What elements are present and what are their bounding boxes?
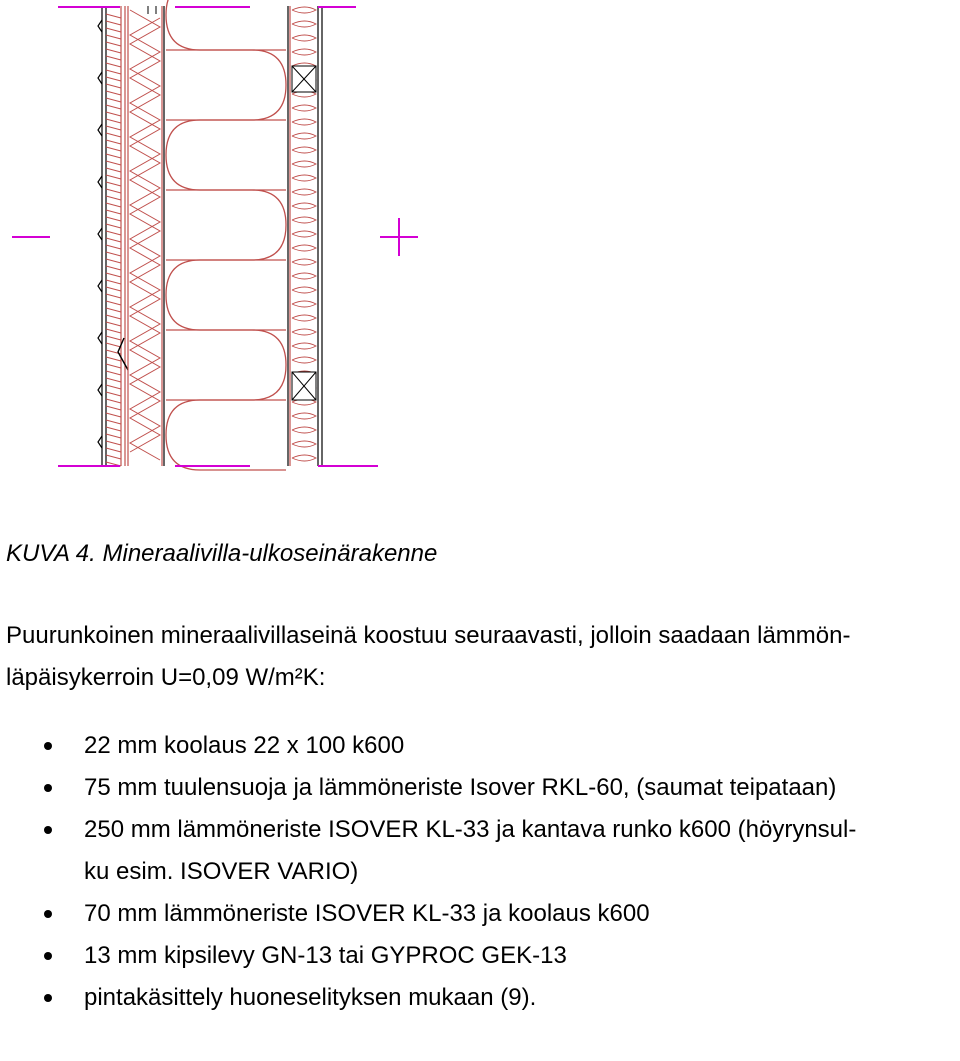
inner-insulation-wave xyxy=(292,21,316,27)
layer-item xyxy=(0,725,960,767)
inner-insulation-wave xyxy=(292,329,316,335)
intro-paragraph xyxy=(6,615,956,699)
cladding-hatch xyxy=(106,175,121,179)
cladding-hatch xyxy=(106,406,121,410)
inner-insulation-wave xyxy=(292,7,316,13)
insulation-curve xyxy=(166,120,286,190)
cladding-hatch xyxy=(106,427,121,431)
cladding-arrow xyxy=(118,338,128,370)
inner-insulation-wave xyxy=(292,427,316,433)
cladding-hatch xyxy=(106,140,121,144)
cladding-hatch xyxy=(106,399,121,403)
exterior-cladding xyxy=(98,6,128,466)
cladding-hatch xyxy=(106,441,121,445)
paragraph-line-1: Puurunkoinen mineraalivillaseinä koostuu seuraavasti, jolloin saadaan lämmön- xyxy=(6,622,851,649)
inner-insulation-wave xyxy=(292,343,316,349)
cladding-hatch xyxy=(106,413,121,417)
cladding-hatch xyxy=(106,301,121,305)
cladding-hatch xyxy=(106,245,121,249)
inner-insulation-wave xyxy=(292,49,316,55)
cladding-hatch xyxy=(106,133,121,137)
cladding-hatch xyxy=(106,126,121,130)
cladding-hatch xyxy=(106,420,121,424)
inner-insulation-wave xyxy=(292,161,316,167)
inner-insulation-wave xyxy=(292,245,316,251)
insulation-curve xyxy=(166,400,286,470)
cladding-hatch xyxy=(106,14,121,18)
cladding-hatch xyxy=(106,210,121,214)
cladding-hatch xyxy=(106,119,121,123)
cladding-hatch xyxy=(106,231,121,235)
cladding-hatch xyxy=(106,294,121,298)
bullet-icon xyxy=(44,742,52,750)
wall-frame-lines xyxy=(148,6,156,14)
insulation-curve xyxy=(166,190,286,260)
inner-insulation-wave xyxy=(292,175,316,181)
inner-insulation-wave xyxy=(292,189,316,195)
cladding-hatch xyxy=(106,357,121,361)
layer-item xyxy=(0,767,960,809)
cladding-hatch xyxy=(106,371,121,375)
layer-text: pintakäsittely huoneselityksen mukaan (9). xyxy=(84,984,537,1011)
inner-insulation-wave xyxy=(292,231,316,237)
cladding-hatch xyxy=(106,322,121,326)
cladding-hatch xyxy=(106,329,121,333)
inner-insulation-wave xyxy=(292,455,316,461)
cladding-hatch xyxy=(106,91,121,95)
layer-text: 13 mm kipsilevy GN-13 tai GYPROC GEK-13 xyxy=(84,942,567,969)
inner-insulation-wave xyxy=(292,287,316,293)
paragraph-line-2: läpäisykerroin U=0,09 W/m²K: xyxy=(6,664,326,691)
wind-barrier-insulation xyxy=(128,6,162,466)
inner-insulation-wave xyxy=(292,35,316,41)
layer-text: 250 mm lämmöneriste ISOVER KL-33 ja kantava runko k600 (höyrynsul- xyxy=(84,816,857,843)
bullet-icon xyxy=(44,994,52,1002)
cladding-hatch xyxy=(106,273,121,277)
cladding-hatch xyxy=(106,259,121,263)
cladding-hatch xyxy=(106,35,121,39)
inner-insulation-wave xyxy=(292,147,316,153)
layer-list xyxy=(0,725,960,1019)
cladding-hatch xyxy=(106,315,121,319)
cladding-hatch xyxy=(106,392,121,396)
cladding-hatch xyxy=(106,63,121,67)
cladding-hatch xyxy=(106,154,121,158)
insulation-curve xyxy=(166,50,286,120)
inner-insulation-layer xyxy=(290,6,322,466)
cladding-hatch xyxy=(106,98,121,102)
cladding-hatch xyxy=(106,280,121,284)
inner-insulation-wave xyxy=(292,315,316,321)
inner-insulation-wave xyxy=(292,273,316,279)
inner-insulation-wave xyxy=(292,217,316,223)
cladding-hatch xyxy=(106,224,121,228)
section-markers xyxy=(12,7,418,466)
cladding-hatch xyxy=(106,42,121,46)
inner-insulation-wave xyxy=(292,133,316,139)
bullet-icon xyxy=(44,952,52,960)
bullet-icon xyxy=(44,826,52,834)
cladding-hatch xyxy=(106,343,121,347)
cladding-hatch xyxy=(106,287,121,291)
insulation-curve xyxy=(166,260,286,330)
cladding-hatch xyxy=(106,455,121,459)
layer-item xyxy=(0,977,960,1019)
layer-text: 70 mm lämmöneriste ISOVER KL-33 ja koolaus k600 xyxy=(84,900,650,927)
cladding-hatch xyxy=(106,448,121,452)
inner-insulation-wave xyxy=(292,441,316,447)
cladding-hatch xyxy=(106,147,121,151)
cladding-hatch xyxy=(106,56,121,60)
cladding-hatch xyxy=(106,21,121,25)
inner-insulation-wave xyxy=(292,357,316,363)
cladding-hatch xyxy=(106,77,121,81)
bullet-icon xyxy=(44,784,52,792)
cladding-hatch xyxy=(106,203,121,207)
cladding-hatch xyxy=(106,84,121,88)
inner-insulation-wave xyxy=(292,259,316,265)
layer-text: 22 mm koolaus 22 x 100 k600 xyxy=(84,732,405,759)
cladding-hatch xyxy=(106,28,121,32)
cladding-hatch xyxy=(106,308,121,312)
cladding-hatch xyxy=(106,385,121,389)
cladding-hatch xyxy=(106,266,121,270)
main-insulation-batts xyxy=(164,0,288,470)
inner-insulation-wave xyxy=(292,301,316,307)
cladding-hatch xyxy=(106,105,121,109)
layer-item xyxy=(0,809,960,893)
cladding-hatch xyxy=(106,49,121,53)
cladding-hatch xyxy=(106,378,121,382)
cladding-hatch xyxy=(106,364,121,368)
bullet-icon xyxy=(44,910,52,918)
inner-insulation-wave xyxy=(292,105,316,111)
inner-insulation-wave xyxy=(292,203,316,209)
cladding-hatch xyxy=(106,434,121,438)
cladding-hatch xyxy=(106,182,121,186)
cladding-hatch xyxy=(106,168,121,172)
inner-insulation-wave xyxy=(292,119,316,125)
cladding-hatch xyxy=(106,252,121,256)
figure-caption: KUVA 4. Mineraalivilla-ulkoseinärakenne xyxy=(6,540,438,567)
layer-item xyxy=(0,935,960,977)
cladding-hatch xyxy=(106,161,121,165)
inner-insulation-wave xyxy=(292,413,316,419)
cladding-hatch xyxy=(106,189,121,193)
cladding-hatch xyxy=(106,70,121,74)
insulation-curve xyxy=(166,330,286,400)
cladding-hatch xyxy=(106,238,121,242)
layer-item xyxy=(0,893,960,935)
cladding-hatch xyxy=(106,336,121,340)
cladding-hatch xyxy=(106,112,121,116)
cladding-hatch xyxy=(106,196,121,200)
layer-text: 75 mm tuulensuoja ja lämmöneriste Isover RKL-60, (saumat teipataan) xyxy=(84,774,837,801)
layer-text-continued: ku esim. ISOVER VARIO) xyxy=(84,858,359,885)
wall-section-drawing xyxy=(0,0,420,475)
cladding-hatch xyxy=(106,217,121,221)
